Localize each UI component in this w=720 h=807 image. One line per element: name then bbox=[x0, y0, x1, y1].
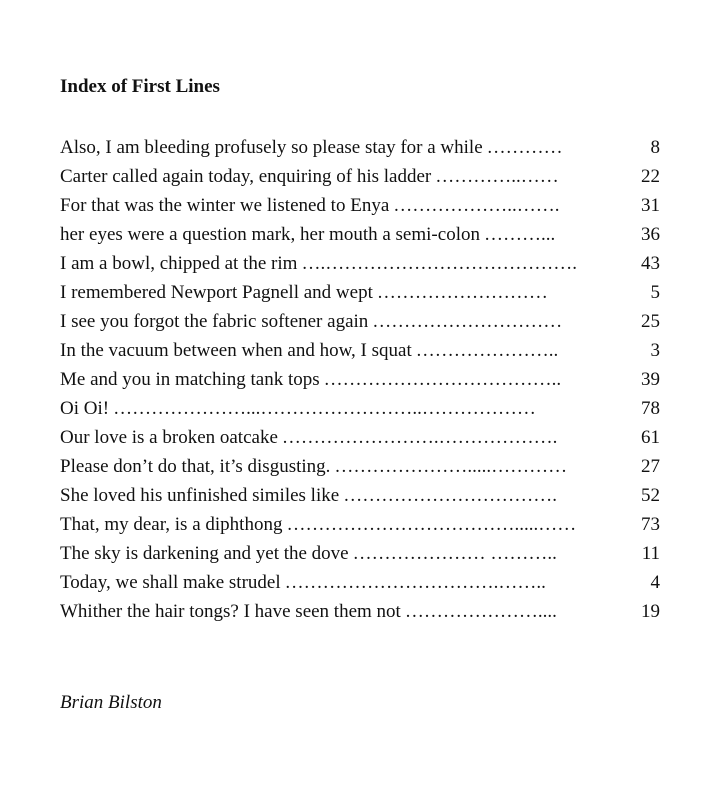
page-number: 5 bbox=[650, 282, 660, 303]
index-entry bbox=[60, 510, 660, 539]
index-entry bbox=[60, 365, 660, 394]
dot-leader: ………... bbox=[483, 224, 556, 245]
first-line-text: Today, we shall make strudel bbox=[60, 572, 281, 593]
dot-leader: ………………….... bbox=[404, 601, 557, 622]
first-line-text: her eyes were a question mark, her mouth a semi-colon bbox=[60, 224, 480, 245]
page-number: 39 bbox=[641, 369, 660, 390]
first-line-text: Please don’t do that, it’s disgusting. bbox=[60, 456, 331, 477]
index-entry bbox=[60, 452, 660, 481]
index-entry bbox=[60, 568, 660, 597]
first-line-text: That, my dear, is a diphthong bbox=[60, 514, 283, 535]
dot-leader: ………………………… bbox=[372, 311, 563, 332]
page-number: 19 bbox=[641, 601, 660, 622]
dot-leader: ………………….....………… bbox=[334, 456, 568, 477]
dot-leader: ….…………………………………. bbox=[301, 253, 577, 274]
index-entry bbox=[60, 191, 660, 220]
first-line-text: Also, I am bleeding profusely so please stay for a while bbox=[60, 137, 483, 158]
page-number: 25 bbox=[641, 311, 660, 332]
index-entry bbox=[60, 162, 660, 191]
dot-leader: ……………………………. bbox=[343, 485, 557, 506]
index-entry bbox=[60, 481, 660, 510]
first-line-text: I see you forgot the fabric softener again bbox=[60, 311, 369, 332]
first-line-text: Carter called again today, enquiring of his ladder bbox=[60, 166, 432, 187]
page-number: 78 bbox=[641, 398, 660, 419]
index-entry bbox=[60, 539, 660, 568]
first-line-text: Me and you in matching tank tops bbox=[60, 369, 320, 390]
page-number: 3 bbox=[650, 340, 660, 361]
dot-leader: ………………..……. bbox=[393, 195, 560, 216]
index-entry bbox=[60, 307, 660, 336]
first-line-text: I remembered Newport Pagnell and wept bbox=[60, 282, 373, 303]
page-number: 27 bbox=[641, 456, 660, 477]
dot-leader: ………… bbox=[486, 137, 563, 158]
first-line-text: In the vacuum between when and how, I squat bbox=[60, 340, 412, 361]
page-number: 43 bbox=[641, 253, 660, 274]
first-line-text: Whither the hair tongs? I have seen them not bbox=[60, 601, 401, 622]
index-entry bbox=[60, 423, 660, 452]
page-number: 4 bbox=[650, 572, 660, 593]
dot-leader: ………………….. bbox=[415, 340, 559, 361]
page-number: 31 bbox=[641, 195, 660, 216]
page-number: 11 bbox=[641, 543, 660, 564]
page-number: 22 bbox=[641, 166, 660, 187]
page-number: 73 bbox=[641, 514, 660, 535]
page-number: 52 bbox=[641, 485, 660, 506]
index-list bbox=[60, 133, 660, 626]
index-entry bbox=[60, 597, 660, 626]
dot-leader: …………..…… bbox=[435, 166, 559, 187]
dot-leader: ………………… ……….. bbox=[352, 543, 557, 564]
index-entry bbox=[60, 336, 660, 365]
first-line-text: She loved his unfinished similes like bbox=[60, 485, 340, 506]
first-line-text: Our love is a broken oatcake bbox=[60, 427, 278, 448]
page-number: 36 bbox=[641, 224, 660, 245]
page-number: 8 bbox=[650, 137, 660, 158]
first-line-text: Oi Oi! bbox=[60, 398, 110, 419]
dot-leader: …………………………….…….. bbox=[284, 572, 546, 593]
page-title: Index of First Lines bbox=[60, 76, 220, 97]
index-entry bbox=[60, 278, 660, 307]
first-line-text: I am a bowl, chipped at the rim bbox=[60, 253, 298, 274]
first-line-text: The sky is darkening and yet the dove bbox=[60, 543, 349, 564]
dot-leader: ……………………………….....…… bbox=[286, 514, 577, 535]
dot-leader: ……………………………….. bbox=[323, 369, 562, 390]
dot-leader: …………………….………………. bbox=[281, 427, 558, 448]
dot-leader: ……………………… bbox=[376, 282, 548, 303]
author-signature: Brian Bilston bbox=[60, 692, 162, 713]
page-number: 61 bbox=[641, 427, 660, 448]
index-entry bbox=[60, 394, 660, 423]
first-line-text: For that was the winter we listened to Enya bbox=[60, 195, 390, 216]
index-entry bbox=[60, 249, 660, 278]
index-entry bbox=[60, 220, 660, 249]
index-entry bbox=[60, 133, 660, 162]
dot-leader: …………………...……………………..……………… bbox=[113, 398, 536, 419]
